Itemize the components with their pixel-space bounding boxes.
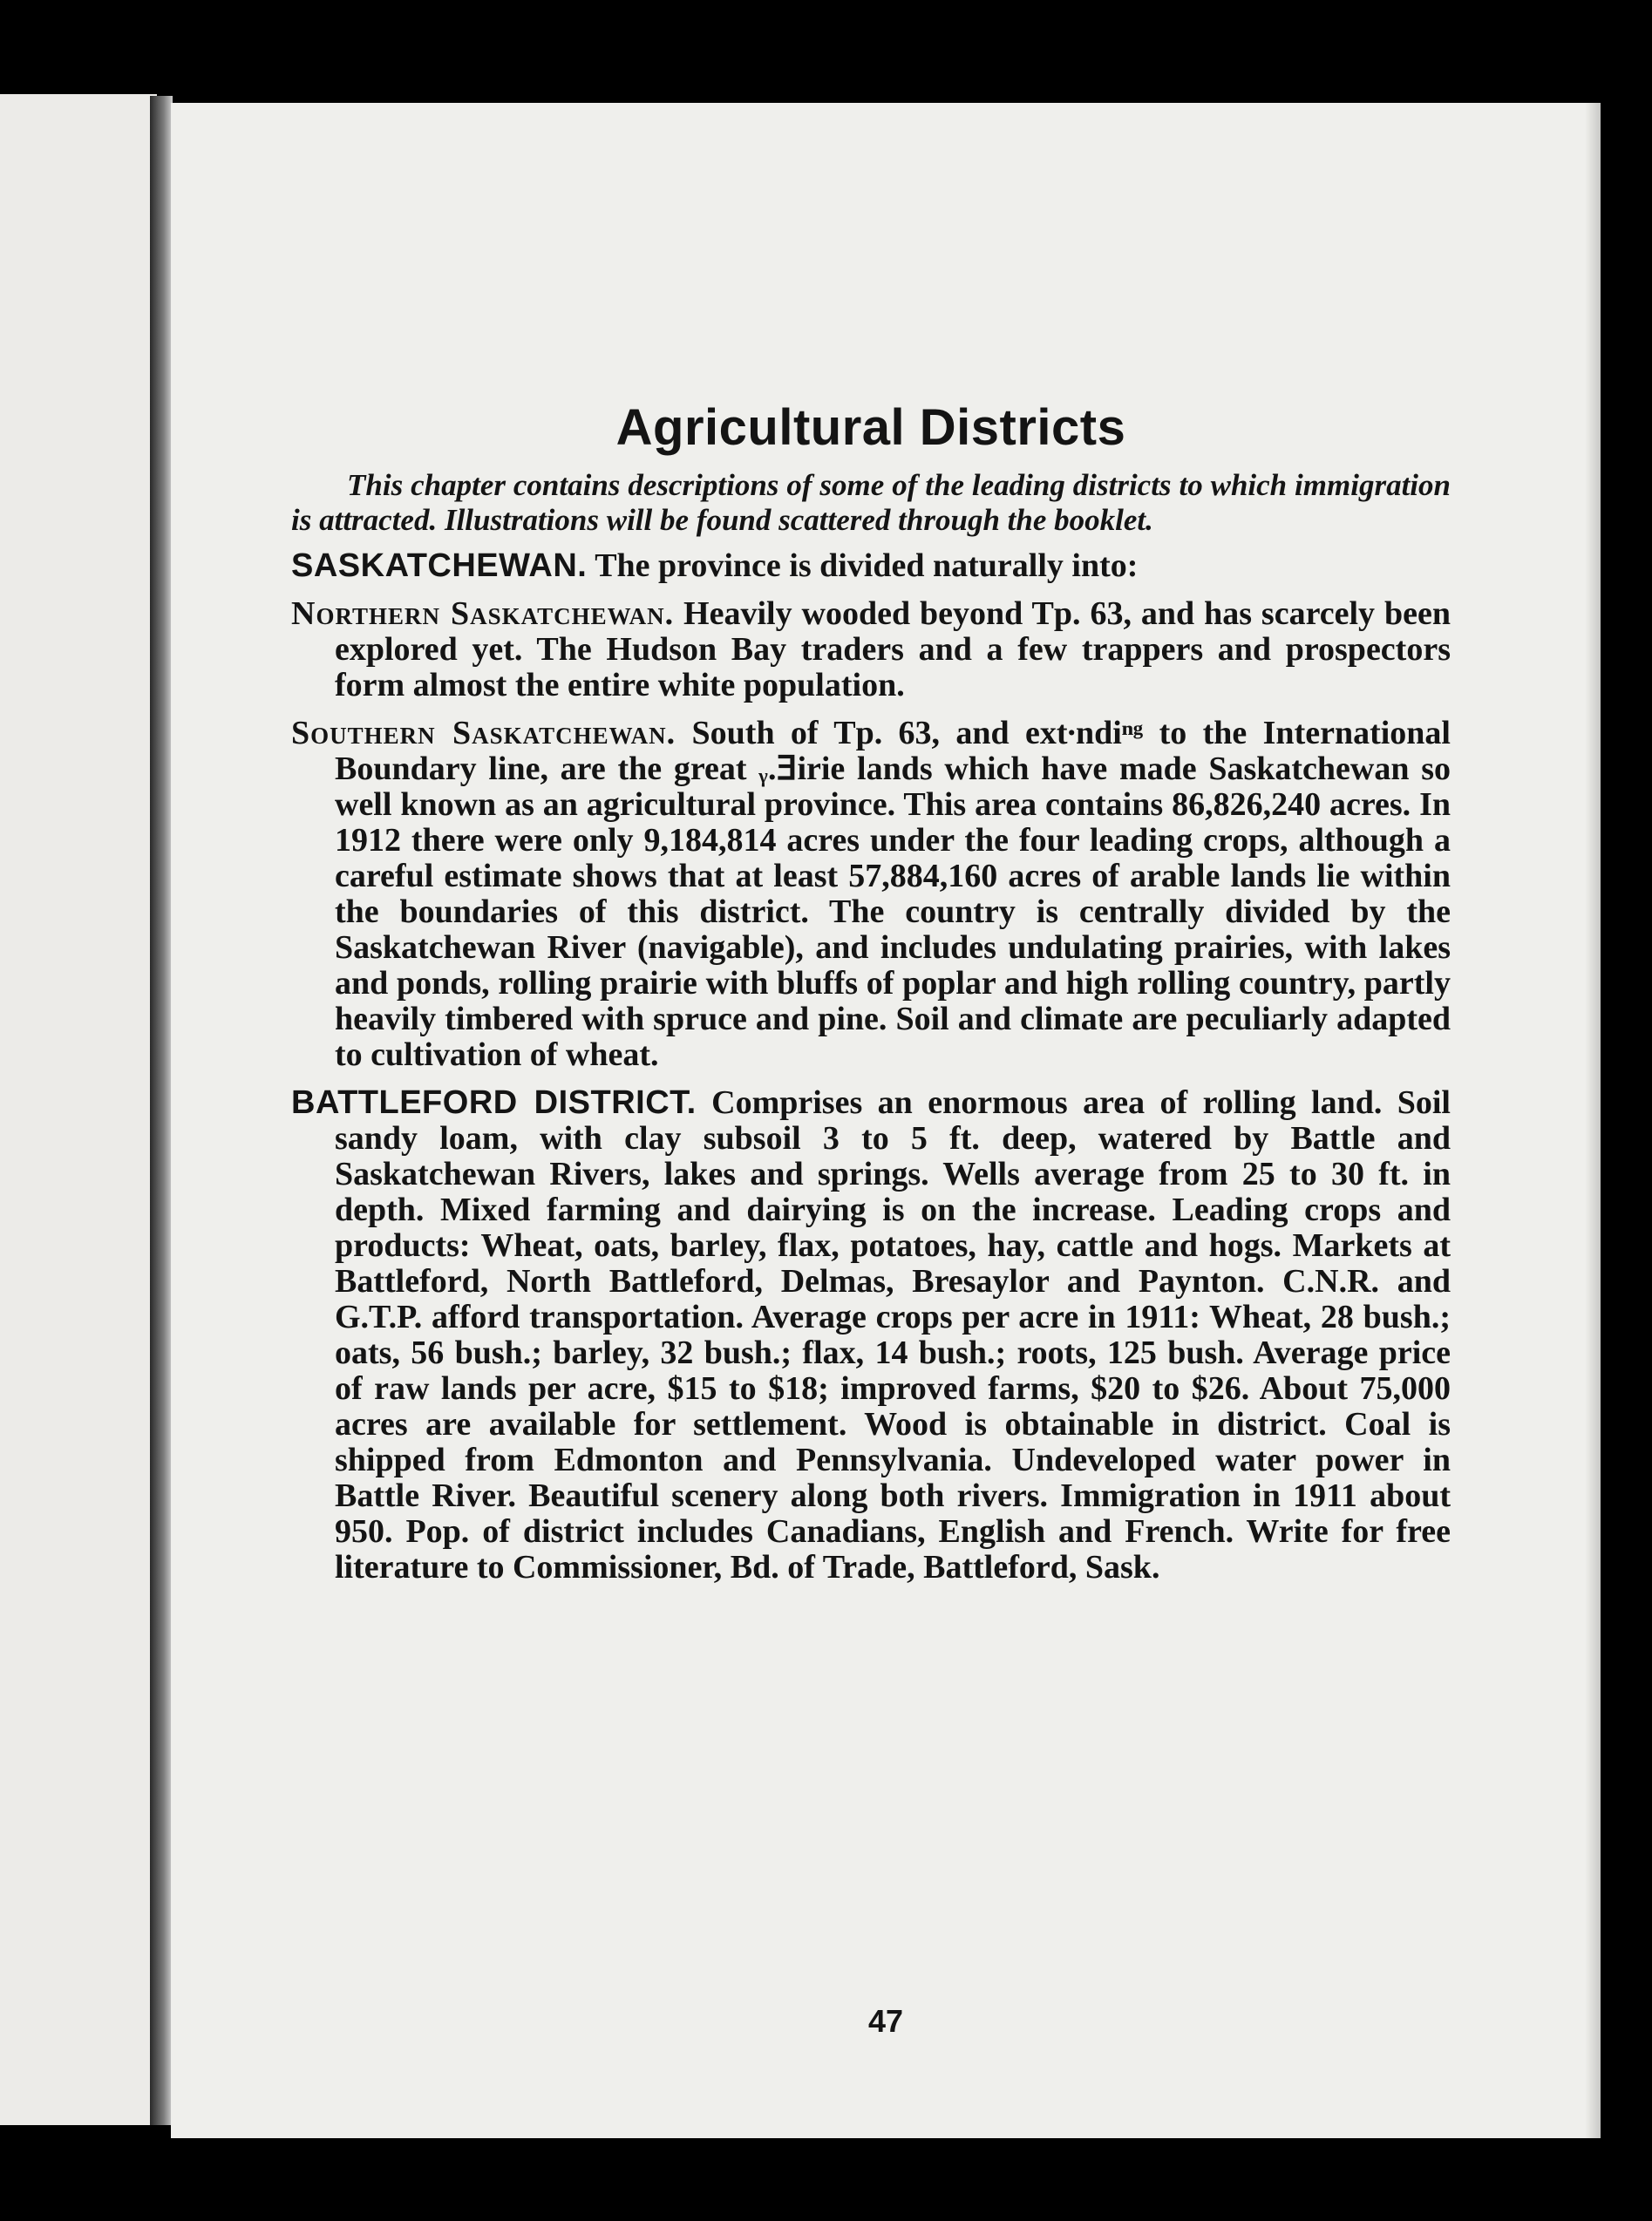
southern-saskatchewan-heading: Southern Saskatchewan. xyxy=(291,714,676,751)
battleford-district-paragraph xyxy=(291,1085,1451,1586)
book-gutter xyxy=(150,96,173,2125)
southern-saskatchewan-paragraph xyxy=(291,716,1451,1073)
book-page xyxy=(171,103,1601,2138)
battleford-district-text: Comprises an enormous area of rolling land. Soil sandy loam, with clay subsoil 3 to 5 ft. deep, watered by Battle and Saskatchewan Rivers, lakes and springs. Wells average from 25 to 30 ft. in depth. Mixed farming and dairying is on the increase. Leading crops and products: Wheat, oats, barley, flax, potatoes, hay, cattle and hogs. Markets at Battleford, North Battleford, Delmas, Bresaylor and Paynton. C.N.R. and G.T.P. afford transportation. Average crops per acre in 1911: Wheat, 28 bush.; oats, 56 bush.; barley, 32 bush.; flax, 14 bush.; roots, 125 bush. Average price of raw lands per acre, $15 to $18; improved farms, $20 to $26. About 75,000 acres are available for settlement. Wood is obtainable in district. Coal is shipped from Edmonton and Pennsylvania. Undeveloped water power in Battle River. Beautiful scenery along both rivers. Immigration in 1911 about 950. Pop. of district includes Canadians, English and French. Write for free literature to Commissioner, Bd. of Trade, Battleford, Sask. xyxy=(335,1083,1451,1586)
chapter-intro: This chapter contains descriptions of some of the leading districts to which immigration is attracted. Illustrations will be found scattered through the booklet. xyxy=(291,467,1451,537)
page-number: 47 xyxy=(867,2003,904,2039)
saskatchewan-paragraph xyxy=(291,548,1451,584)
southern-saskatchewan-text: South of Tp. 63, and ext∙ndiⁿᵍ to the International Boundary line, are the great ᵧ.ⴺirie lands which have made Saskatchewan so well known as an agricultural province. This area contains 86,826,240 acres. In 1912 there were only 9,184,814 acres under the four leading crops, although a careful estimate shows that at least 57,884,160 acres of arable lands lie within the boundaries of this district. The country is centrally divided by the Saskatchewan River (navigable), and includes undulating prairies, with lakes and ponds, rolling prairie with bluffs of poplar and high rolling country, partly heavily timbered with spruce and pine. Soil and climate are peculiarly adapted to cultivation of wheat. xyxy=(335,714,1451,1073)
northern-saskatchewan-heading: Northern Saskatchewan. xyxy=(291,594,675,632)
northern-saskatchewan-paragraph xyxy=(291,596,1451,703)
battleford-district-heading: BATTLEFORD DISTRICT. xyxy=(291,1083,697,1121)
facing-page-edge xyxy=(0,94,157,2125)
northern-saskatchewan-text: Heavily wooded beyond Tp. 63, and has scarcely been explored yet. The Hudson Bay traders and a few trappers and prospectors form almost the entire white population. xyxy=(335,594,1451,703)
page-text xyxy=(291,399,1451,1598)
page-edge-shade xyxy=(1585,103,1601,2138)
page-title: Agricultural Districts xyxy=(615,399,1126,456)
saskatchewan-text: The province is divided naturally into: xyxy=(595,547,1139,584)
saskatchewan-heading: SASKATCHEWAN. xyxy=(291,547,588,584)
